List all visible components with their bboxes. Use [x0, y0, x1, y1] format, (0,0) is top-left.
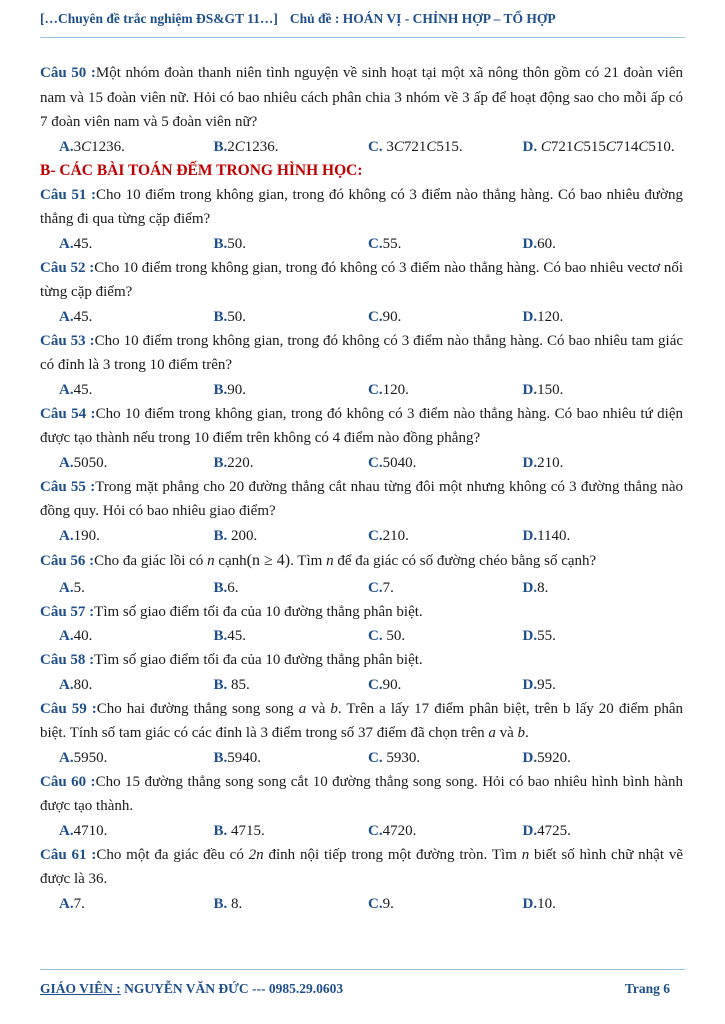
document-body [40, 61, 683, 916]
answer-value: 45. [73, 235, 93, 252]
answer-letter: B. [213, 454, 228, 471]
answer-options [40, 451, 683, 475]
answer-letter: C. [368, 235, 383, 252]
answer-value: 5930. [382, 749, 421, 766]
answer-value: 40. [73, 628, 93, 644]
answer-c[interactable] [368, 378, 523, 402]
question-50-text: Câu 50 :Một nhóm đoàn thanh niên tình nguyện về sinh hoạt tại một xã nông thôn gồm có 21 đoàn viên nam và 15 đoàn viên nữ. Hỏi có bao nhiêu cách phân chia 3 nhóm về 3 ấp để hoạt động sao cho mỗi ấp có 7 đoàn viên nam và 5 đoàn viên nữ? [40, 65, 684, 130]
answer-a[interactable]: A.3C1236. [59, 138, 125, 155]
answer-b[interactable] [214, 892, 369, 916]
answer-value: 210. [537, 454, 564, 471]
answer-b[interactable] [214, 232, 369, 256]
answer-value: 4715. [227, 822, 265, 839]
answer-letter: B. [213, 895, 228, 912]
answer-value: 50. [227, 308, 247, 325]
answer-letter: B. [213, 235, 228, 252]
answer-value: 95. [537, 676, 556, 693]
question-60-text: Câu 60 :Cho 15 đường thẳng song song cắt 10 đường thẳng song song. Hỏi có bao nhiêu hình bình hành được tạo thành. [40, 773, 684, 814]
answer-b[interactable] [214, 305, 369, 329]
answer-a[interactable] [59, 524, 214, 548]
answer-letter: B. [213, 527, 228, 544]
answer-c[interactable]: C. 3C721C515. [368, 138, 463, 155]
answer-a[interactable] [59, 305, 214, 329]
question-body: Tìm số giao điểm tối đa của 10 đường thẳng phân biệt. [94, 652, 423, 668]
question-label: Câu 53 : [40, 332, 95, 349]
answer-options [40, 892, 683, 916]
answer-letter: A. [59, 454, 74, 471]
answer-value: 7. [382, 579, 394, 596]
answer-letter: C. [368, 676, 383, 693]
answer-letter: C. [368, 381, 383, 398]
question-body: Cho 10 điểm trong không gian, trong đó không có 3 điểm nào thẳng hàng. Có bao nhiêu đường thẳng đi qua từng cặp điểm? [40, 186, 683, 227]
answer-letter: B. [213, 628, 228, 644]
answer-letter: D. [522, 749, 538, 766]
answer-value: 120. [537, 308, 564, 325]
answer-a[interactable] [59, 451, 214, 475]
answer-options [40, 305, 683, 329]
answer-value: 5940. [227, 749, 262, 766]
question-label: Câu 61 : [40, 846, 97, 863]
answer-d[interactable] [523, 819, 678, 843]
answer-value: 200. [227, 527, 258, 544]
answer-letter: D. [522, 454, 538, 471]
section-title: B- CÁC BÀI TOÁN ĐẾM TRONG HÌNH HỌC: [40, 161, 363, 179]
answer-letter: B. [213, 381, 228, 398]
answer-options [40, 673, 683, 697]
question-label: Câu 55 : [40, 478, 96, 495]
answer-c[interactable] [368, 451, 523, 475]
question-group-57-58 [40, 600, 683, 697]
answer-value: 210. [382, 527, 409, 544]
answer-letter: A. [59, 822, 74, 839]
answer-letter: A. [59, 676, 74, 693]
answer-c[interactable] [368, 524, 523, 548]
answer-value: 7. [73, 895, 85, 912]
question-label: Câu 59 : [40, 700, 97, 717]
answer-letter: B. [213, 579, 228, 596]
answer-letter: C. [368, 628, 383, 644]
question-label: Câu 58 : [40, 652, 95, 668]
question-body: Cho 10 điểm trong không gian, trong đó không có 3 điểm nào thẳng hàng. Có bao nhiêu vectơ nối từng cặp điểm? [40, 259, 684, 300]
answer-d[interactable] [523, 232, 678, 256]
answer-value: 1140. [537, 527, 571, 544]
question-text [40, 329, 683, 378]
answer-value: 55. [382, 235, 402, 252]
question-body: Cho 10 điểm trong không gian, trong đó không có 3 điểm nào thẳng hàng. Có bao nhiêu tứ diện được tạo thành nếu trong 10 điểm trên không có 4 điểm nào đồng phẳng? [40, 405, 683, 446]
answer-letter: C. [368, 895, 383, 912]
question-label: Câu 52 : [40, 259, 95, 276]
question-61 [40, 843, 683, 916]
answer-a[interactable] [59, 576, 214, 600]
answer-a[interactable] [59, 673, 214, 697]
answer-value: 8. [537, 579, 549, 596]
answer-c[interactable] [368, 624, 523, 648]
answer-value: 5950. [73, 749, 108, 766]
header-topic: Chủ đề : HOÁN VỊ - CHỈNH HỢP – TỔ HỢP [289, 11, 556, 26]
answer-d[interactable] [523, 746, 678, 770]
answer-letter: D. [522, 628, 538, 644]
header-divider [40, 37, 685, 38]
answer-letter: B. [213, 676, 228, 693]
question-label: Câu 56 : [40, 552, 95, 569]
answer-letter: A. [59, 381, 74, 398]
answer-value: 5. [73, 579, 85, 596]
answer-letter: C. [368, 527, 383, 544]
answer-d[interactable] [523, 451, 678, 475]
answer-options [40, 624, 683, 648]
question [40, 256, 683, 329]
answer-value: 50. [382, 628, 406, 644]
answer-value: 10. [537, 895, 556, 912]
page-footer [40, 981, 685, 997]
answer-letter: D. [522, 579, 538, 596]
answer-letter: C. [368, 454, 383, 471]
condition-formula: (n ≥ 4) [246, 551, 291, 569]
answer-value: 5050. [73, 454, 108, 471]
answer-a[interactable] [59, 232, 214, 256]
question-body: Tìm số giao điểm tối đa của 10 đường thẳng phân biệt. [94, 603, 423, 620]
answer-options [40, 819, 683, 843]
answer-letter: A. [59, 895, 74, 912]
answer-d[interactable]: D. C721C515C714C510. [522, 138, 675, 155]
answer-b[interactable] [214, 451, 369, 475]
answer-b[interactable]: B.2C1236. [213, 138, 279, 155]
answer-value: 5920. [537, 749, 571, 766]
answer-value: 60. [537, 235, 556, 252]
answer-a[interactable] [59, 746, 214, 770]
answer-value: 5040. [382, 454, 417, 471]
answer-value: 90. [227, 381, 247, 398]
question [40, 600, 683, 649]
answer-c[interactable] [368, 232, 523, 256]
question-50 [40, 61, 683, 159]
answer-d[interactable] [523, 524, 678, 548]
teacher-label: GIÁO VIÊN : [40, 981, 121, 996]
question-label: Câu 57 : [40, 603, 95, 620]
answer-letter: A. [59, 308, 74, 325]
answer-value: 45. [73, 308, 93, 325]
answer-value: 150. [537, 381, 564, 398]
answer-a[interactable] [59, 892, 214, 916]
question-61-text: Câu 61 :Cho một đa giác đều có 2n đỉnh nội tiếp trong một đường tròn. Tìm n biết số hình chữ nhật vẽ được là 36. [40, 846, 683, 887]
footer-divider [40, 969, 685, 970]
question-56-text: Câu 56 :Cho đa giác lồi có n cạnh(n ≥ 4). Tìm n để đa giác có số đường chéo bằng số cạnh? [40, 551, 597, 569]
answer-letter: C. [368, 579, 383, 596]
answer-value: 4720. [382, 822, 417, 839]
answer-b[interactable] [214, 576, 369, 600]
answer-options [40, 746, 683, 770]
question-text [40, 648, 683, 673]
answer-letter: A. [59, 628, 74, 644]
teacher-info: NGUYỄN VĂN ĐỨC --- 0985.29.0603 [120, 981, 344, 996]
answer-letter: D. [522, 381, 538, 398]
answer-options [40, 524, 683, 548]
question-label: Câu 51 : [40, 186, 96, 203]
answer-value: 90. [382, 676, 402, 693]
answer-value: 120. [382, 381, 409, 398]
question-text [40, 600, 683, 625]
answer-options [40, 378, 683, 402]
answer-letter: B. [213, 822, 228, 839]
answer-letter: D. [522, 676, 538, 693]
answer-value: 6. [227, 579, 239, 596]
answer-b[interactable] [214, 746, 369, 770]
answer-letter: B. [213, 308, 228, 325]
answer-value: 9. [382, 895, 394, 912]
question-text [40, 402, 683, 451]
question-group-51-55 [40, 183, 683, 548]
question-text [40, 183, 683, 232]
answer-d[interactable] [523, 892, 678, 916]
question-60 [40, 770, 683, 843]
answer-letter: D. [522, 235, 538, 252]
answer-value: 85. [227, 676, 250, 693]
answer-value: 45. [227, 628, 247, 644]
answer-a[interactable] [59, 819, 214, 843]
answer-c[interactable] [368, 892, 523, 916]
answer-d[interactable] [523, 624, 678, 648]
answer-c[interactable] [368, 746, 523, 770]
answer-b[interactable] [214, 673, 369, 697]
question-59-text: Câu 59 :Cho hai đường thẳng song song a và b. Trên a lấy 17 điểm phân biệt, trên b lấy 20 điểm phân biệt. Tính số tam giác có các đỉnh là 3 điểm trong số 37 điểm đã chọn trên a và b. [40, 700, 683, 741]
answer-value: 50. [227, 235, 247, 252]
answer-d[interactable] [523, 576, 678, 600]
answer-value: 8. [227, 895, 243, 912]
question-label: Câu 60 : [40, 773, 96, 790]
answer-options [40, 576, 683, 600]
answer-d[interactable] [523, 378, 678, 402]
answer-c[interactable] [368, 305, 523, 329]
question-56 [40, 548, 683, 600]
answer-b[interactable] [214, 524, 369, 548]
page-header [40, 11, 685, 27]
answer-letter: D. [522, 822, 538, 839]
answer-letter: D. [522, 527, 538, 544]
question-text [40, 475, 683, 524]
answer-c[interactable] [368, 673, 523, 697]
question-body: Trong mặt phẳng cho 20 đường thẳng cắt nhau từng đôi một nhưng không có 3 đường thẳng nào đồng quy. Hỏi có bao nhiêu giao điểm? [40, 478, 683, 519]
question-text [40, 256, 683, 305]
page-number: Trang 6 [624, 981, 670, 996]
answer-letter: A. [59, 749, 74, 766]
answer-letter: A. [59, 579, 74, 596]
answer-c[interactable] [368, 576, 523, 600]
question [40, 648, 683, 697]
question [40, 475, 683, 548]
question-59 [40, 697, 683, 770]
answer-b[interactable] [214, 819, 369, 843]
answer-value: 4725. [537, 822, 571, 839]
answer-value: 220. [227, 454, 254, 471]
question-label: Câu 50 : [40, 65, 96, 81]
answer-letter: B. [213, 749, 228, 766]
answer-letter: D. [522, 308, 538, 325]
answer-letter: C. [368, 308, 383, 325]
question-label: Câu 54 : [40, 405, 96, 422]
answer-letter: A. [59, 235, 74, 252]
question [40, 329, 683, 402]
question-body: Cho 10 điểm trong không gian, trong đó không có 3 điểm nào thẳng hàng. Có bao nhiêu tam giác có đỉnh là 3 trong 10 điểm trên? [40, 332, 684, 373]
answer-letter: A. [59, 527, 74, 544]
question [40, 402, 683, 475]
answer-b[interactable] [214, 378, 369, 402]
header-series: […Chuyên đề trắc nghiệm ĐS&GT 11…] [40, 11, 278, 26]
answer-b[interactable] [214, 624, 369, 648]
answer-value: 190. [73, 527, 100, 544]
answer-value: 90. [382, 308, 402, 325]
answer-value: 4710. [73, 822, 108, 839]
answer-letter: D. [522, 895, 538, 912]
answer-letter: C. [368, 822, 383, 839]
answer-a[interactable] [59, 624, 214, 648]
answer-letter: C. [368, 749, 383, 766]
answer-options [40, 232, 683, 256]
answer-d[interactable] [523, 305, 678, 329]
answer-value: 55. [537, 628, 556, 644]
answer-a[interactable] [59, 378, 214, 402]
answer-value: 80. [73, 676, 93, 693]
question [40, 183, 683, 256]
answer-value: 45. [73, 381, 93, 398]
answer-options [40, 135, 683, 159]
answer-d[interactable] [523, 673, 678, 697]
answer-c[interactable] [368, 819, 523, 843]
